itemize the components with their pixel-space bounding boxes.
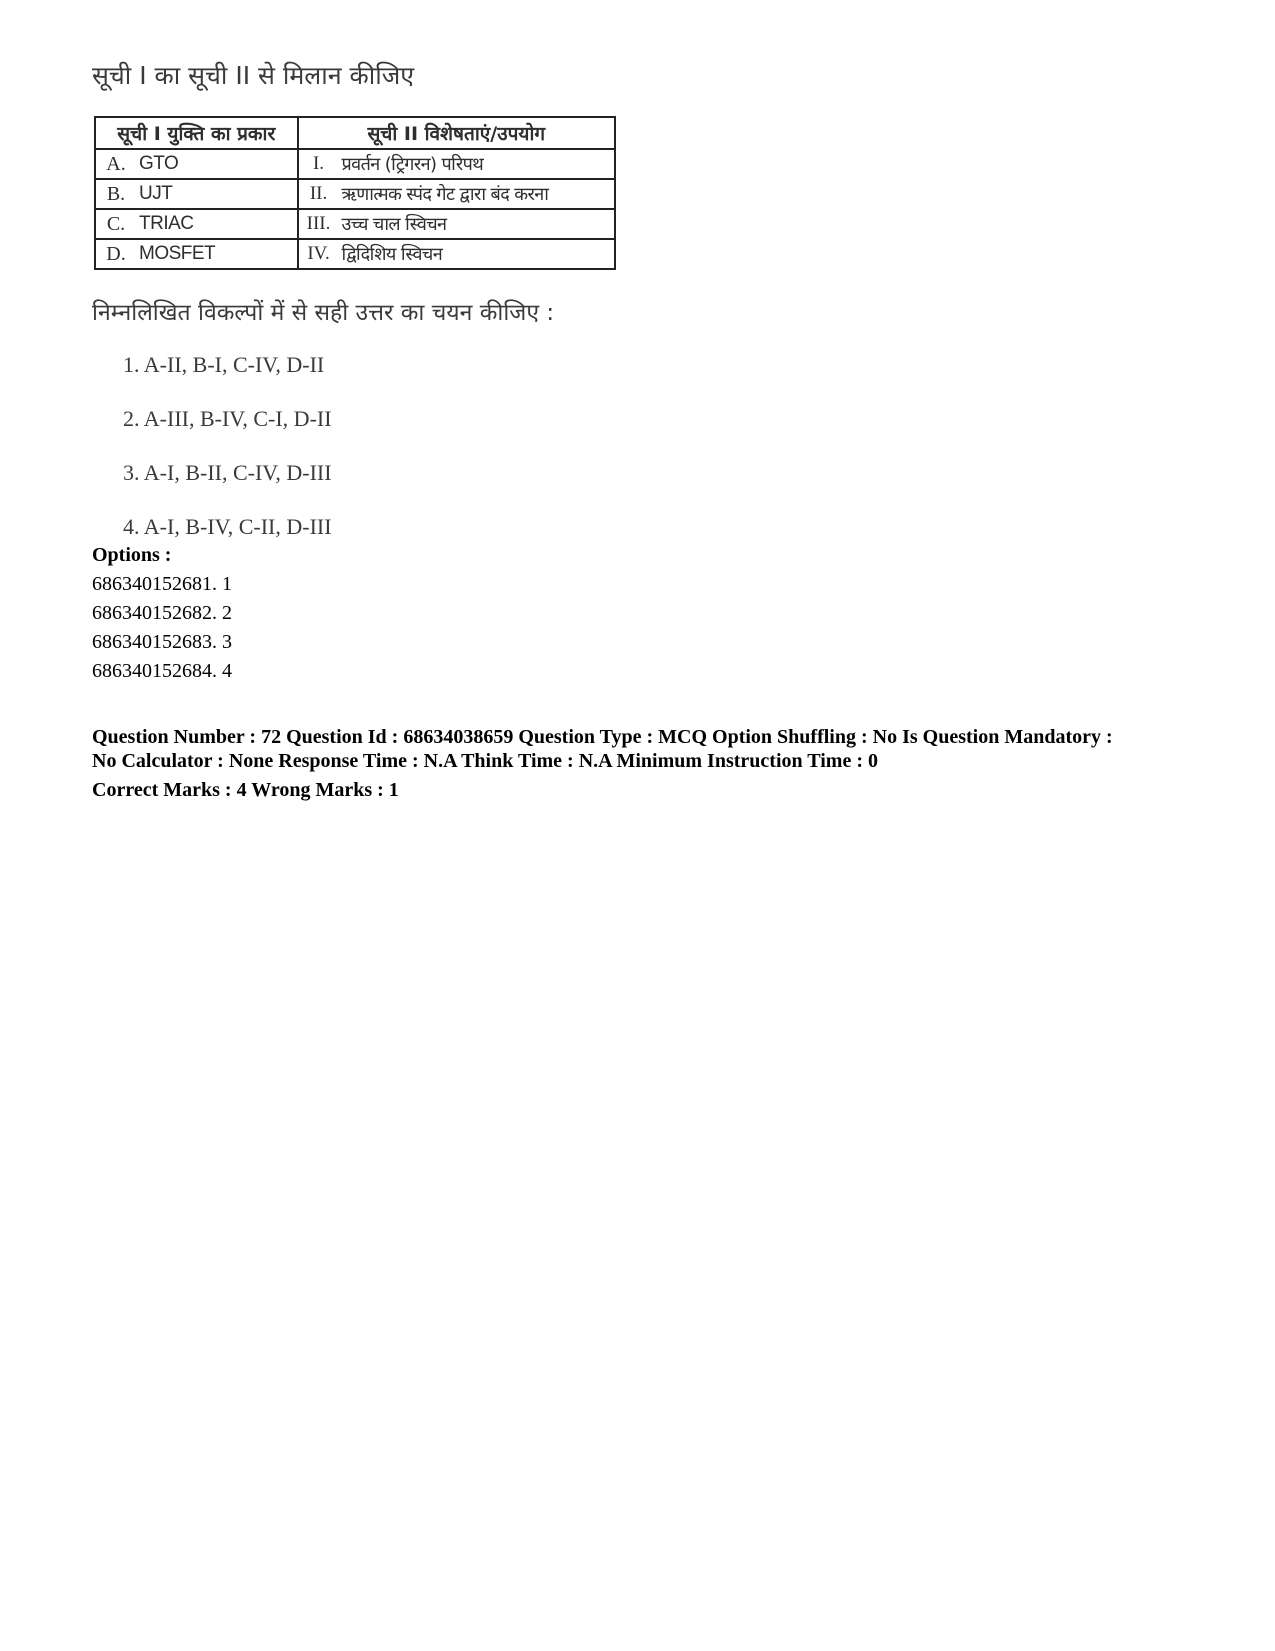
row-roman: II.	[298, 179, 339, 209]
option-id-3: 686340152683. 3	[92, 631, 232, 653]
feature-use: द्विदिशिय स्विचन	[339, 239, 615, 269]
marks-info: Correct Marks : 4 Wrong Marks : 1	[92, 779, 399, 801]
row-letter: D.	[95, 239, 136, 269]
feature-use: ऋणात्मक स्पंद गेट द्वारा बंद करना	[339, 179, 615, 209]
row-letter: C.	[95, 209, 136, 239]
table-row	[95, 209, 615, 239]
row-roman: IV.	[298, 239, 339, 269]
answer-choice-4: 4. A-I, B-IV, C-II, D-III	[123, 514, 332, 539]
question-intro: सूची I का सूची II से मिलान कीजिए	[92, 61, 415, 90]
table-row	[95, 149, 615, 179]
list-2-header: सूची II विशेषताएं/उपयोग	[298, 117, 615, 149]
device-type: UJT	[136, 179, 298, 209]
row-letter: A.	[95, 149, 136, 179]
row-roman: I.	[298, 149, 339, 179]
table-row	[95, 179, 615, 209]
question-prompt: निम्नलिखित विकल्पों में से सही उत्तर का चयन कीजिए :	[92, 300, 555, 326]
answer-choice-1: 1. A-II, B-I, C-IV, D-II	[123, 352, 325, 377]
match-table	[94, 116, 616, 270]
option-id-4: 686340152684. 4	[92, 660, 232, 682]
row-roman: III.	[298, 209, 339, 239]
feature-use: उच्च चाल स्विचन	[339, 209, 615, 239]
options-label: Options :	[92, 544, 172, 566]
question-meta-line-2: No Calculator : None Response Time : N.A Think Time : N.A Minimum Instruction Time : 0	[92, 750, 878, 772]
table-row	[95, 239, 615, 269]
answer-choice-3: 3. A-I, B-II, C-IV, D-III	[123, 460, 332, 485]
option-id-2: 686340152682. 2	[92, 602, 232, 624]
row-letter: B.	[95, 179, 136, 209]
answer-choice-2: 2. A-III, B-IV, C-I, D-II	[123, 406, 332, 431]
option-id-1: 686340152681. 1	[92, 573, 232, 595]
device-type: TRIAC	[136, 209, 298, 239]
question-meta-line-1: Question Number : 72 Question Id : 68634038659 Question Type : MCQ Option Shuffling : No Is Question Mandatory :	[92, 726, 1113, 748]
device-type: GTO	[136, 149, 298, 179]
match-table-header-row	[95, 117, 615, 149]
device-type: MOSFET	[136, 239, 298, 269]
list-1-header: सूची I युक्ति का प्रकार	[95, 117, 298, 149]
feature-use: प्रवर्तन (ट्रिगरन) परिपथ	[339, 149, 615, 179]
